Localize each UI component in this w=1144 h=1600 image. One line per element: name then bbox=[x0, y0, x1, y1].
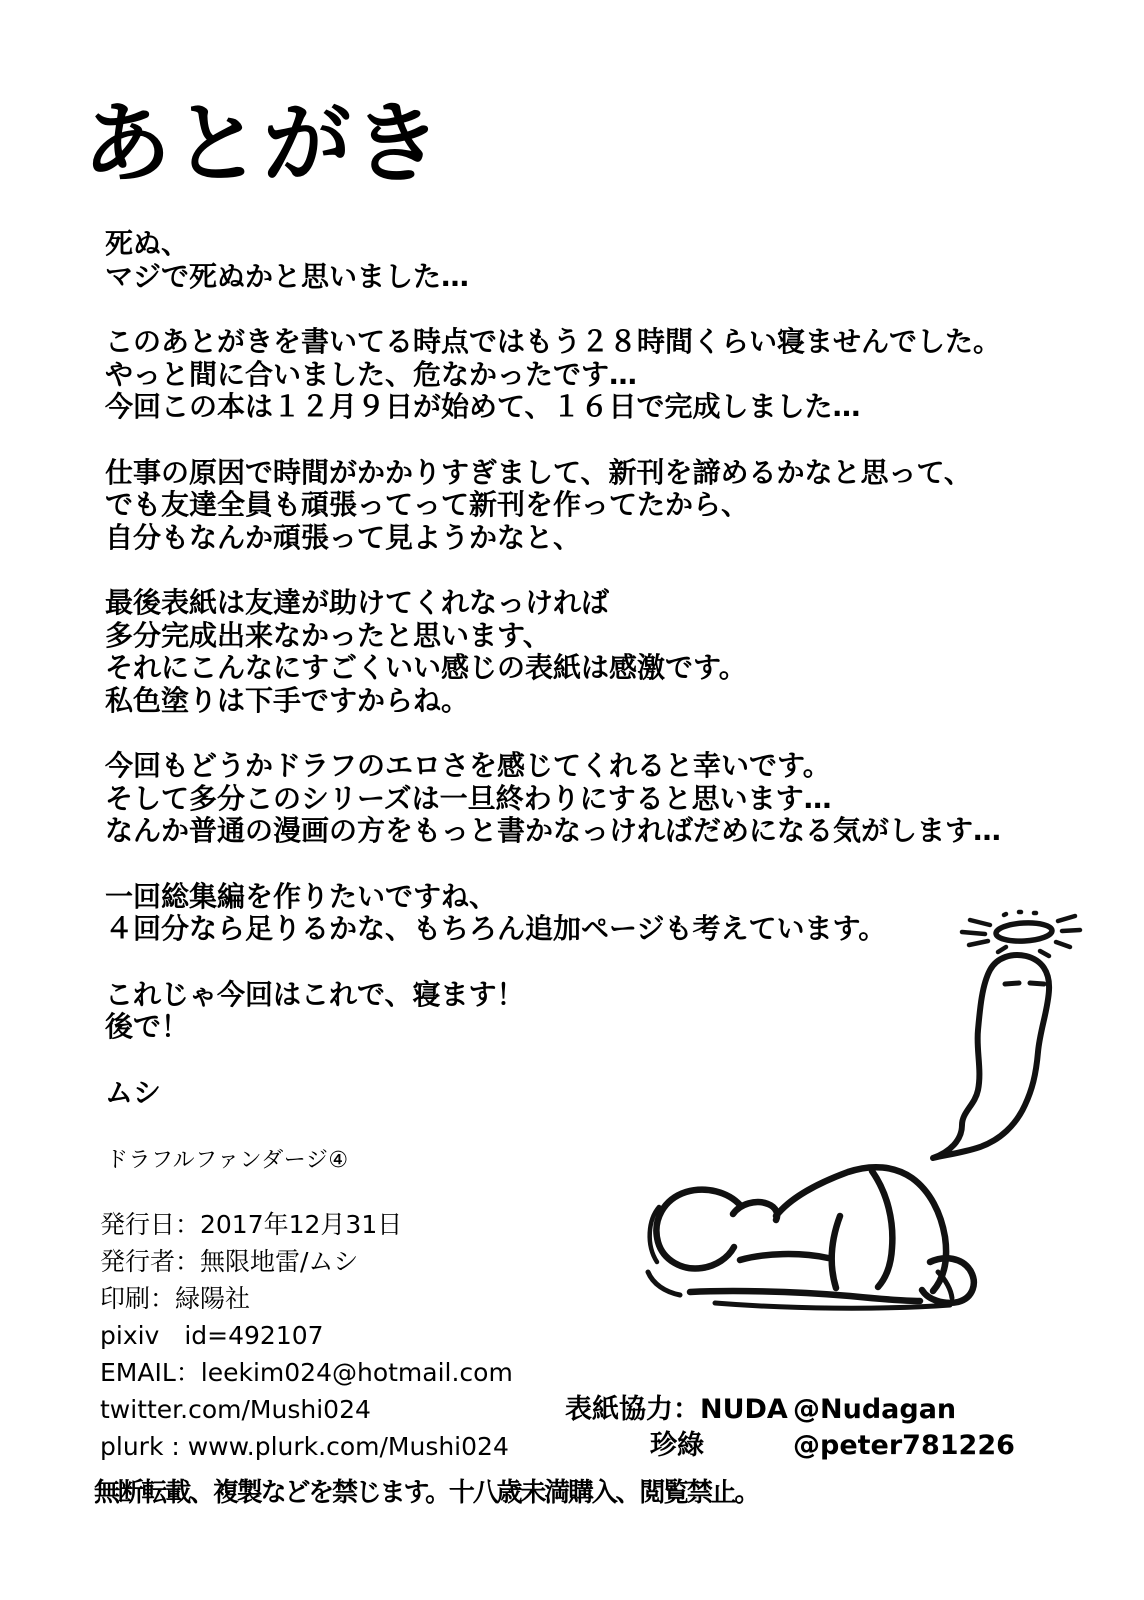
collapsed-person bbox=[650, 1167, 974, 1303]
soul-ghost bbox=[933, 955, 1049, 1158]
plurk-url: plurk : www.plurk.com/Mushi024 bbox=[100, 1432, 509, 1461]
email: EMAIL：leekim024@hotmail.com bbox=[100, 1358, 513, 1387]
text-line: 死ぬ、 bbox=[105, 227, 190, 260]
cover-credit-row bbox=[565, 1392, 793, 1428]
person-thigh bbox=[832, 1216, 840, 1288]
paragraph bbox=[105, 228, 1065, 293]
exhausted-author-illustration bbox=[620, 870, 1100, 1320]
cover-credit-name: NUDA bbox=[700, 1394, 788, 1425]
paragraph bbox=[105, 457, 1065, 555]
text-line: それにこんなにすごくいい感じの表紙は感激です。 bbox=[105, 651, 747, 684]
pixiv-id: pixiv id=492107 bbox=[100, 1321, 324, 1350]
text-line: 仕事の原因で時間がかかりすぎまして、新刊を諦めるかなと思って、 bbox=[105, 455, 972, 489]
text-line: 今回もどうかドラフのエロさを感じてくれると幸いです。 bbox=[105, 749, 831, 782]
page-title: あとがき bbox=[83, 91, 444, 195]
cover-credit-label: 表紙協力： bbox=[565, 1394, 700, 1425]
text-line: 一回総集編を作りたいですね、 bbox=[105, 879, 498, 913]
copyright-warning: 無断転載、複製などを禁じます。十八歳未満購入、閲覧禁止。 bbox=[94, 1478, 759, 1508]
text-line: これじゃ今回はこれで、寝ます！ bbox=[105, 977, 525, 1011]
text-line: ムシ bbox=[105, 1075, 162, 1109]
text-line: 最後表紙は友達が助けてくれなっければ bbox=[105, 586, 610, 619]
cover-credit-name: 珍綠 bbox=[650, 1430, 704, 1461]
person-back bbox=[776, 1167, 946, 1291]
text-line: 後で！ bbox=[105, 1010, 190, 1043]
cover-credit-handle: @peter781226 bbox=[793, 1430, 1015, 1461]
series-title: ドラフルファンダージ④ bbox=[106, 1148, 349, 1173]
colophon bbox=[100, 1206, 513, 1465]
person-arm bbox=[740, 1254, 828, 1260]
printer: 印刷：緑陽社 bbox=[100, 1284, 251, 1313]
text-line: このあとがきを書いてる時点ではもう２８時間くらい寝ませんでした。 bbox=[105, 325, 1002, 358]
text-line: なんか普通の漫画の方をもっと書かなっければだめになる気がします… bbox=[105, 814, 1002, 847]
text-line: マジで死ぬかと思いました… bbox=[105, 259, 470, 293]
ghost-eye-right bbox=[1030, 983, 1044, 984]
person-shoulder bbox=[733, 1202, 777, 1220]
text-line: 多分完成出来なかったと思います、 bbox=[105, 618, 551, 652]
twitter-url: twitter.com/Mushi024 bbox=[100, 1395, 371, 1424]
text-line: でも友達全員も頑張ってって新刊を作ってたから、 bbox=[105, 488, 750, 521]
paragraph bbox=[105, 326, 1065, 424]
person-body-bottom bbox=[690, 1291, 920, 1301]
paragraph bbox=[105, 750, 1065, 848]
text-line: そして多分このシリーズは一旦終わりにすると思います… bbox=[105, 781, 832, 815]
text-line: ４回分なら足りるかな、もちろん追加ページも考えています。 bbox=[105, 912, 887, 945]
cover-credit bbox=[565, 1392, 1015, 1464]
ghost-eye-left bbox=[1005, 983, 1019, 984]
cover-credit-handle: @Nudagan bbox=[793, 1394, 957, 1425]
person-hip-line bbox=[872, 1171, 892, 1287]
publisher: 発行者：無限地雷/ムシ bbox=[100, 1247, 359, 1276]
person-head bbox=[656, 1190, 740, 1269]
publish-date: 発行日：2017年12月31日 bbox=[100, 1210, 403, 1239]
text-line: 今回この本は１２月９日が始めて、１６日で完成しました… bbox=[105, 390, 861, 423]
text-line: 私色塗りは下手ですからね。 bbox=[105, 683, 470, 717]
text-line: やっと間に合いました、危なかったです… bbox=[105, 357, 638, 391]
text-line: 自分もなんか頑張って見ようかなと、 bbox=[105, 520, 582, 554]
paragraph bbox=[105, 587, 1065, 717]
halo-icon bbox=[962, 912, 1080, 956]
